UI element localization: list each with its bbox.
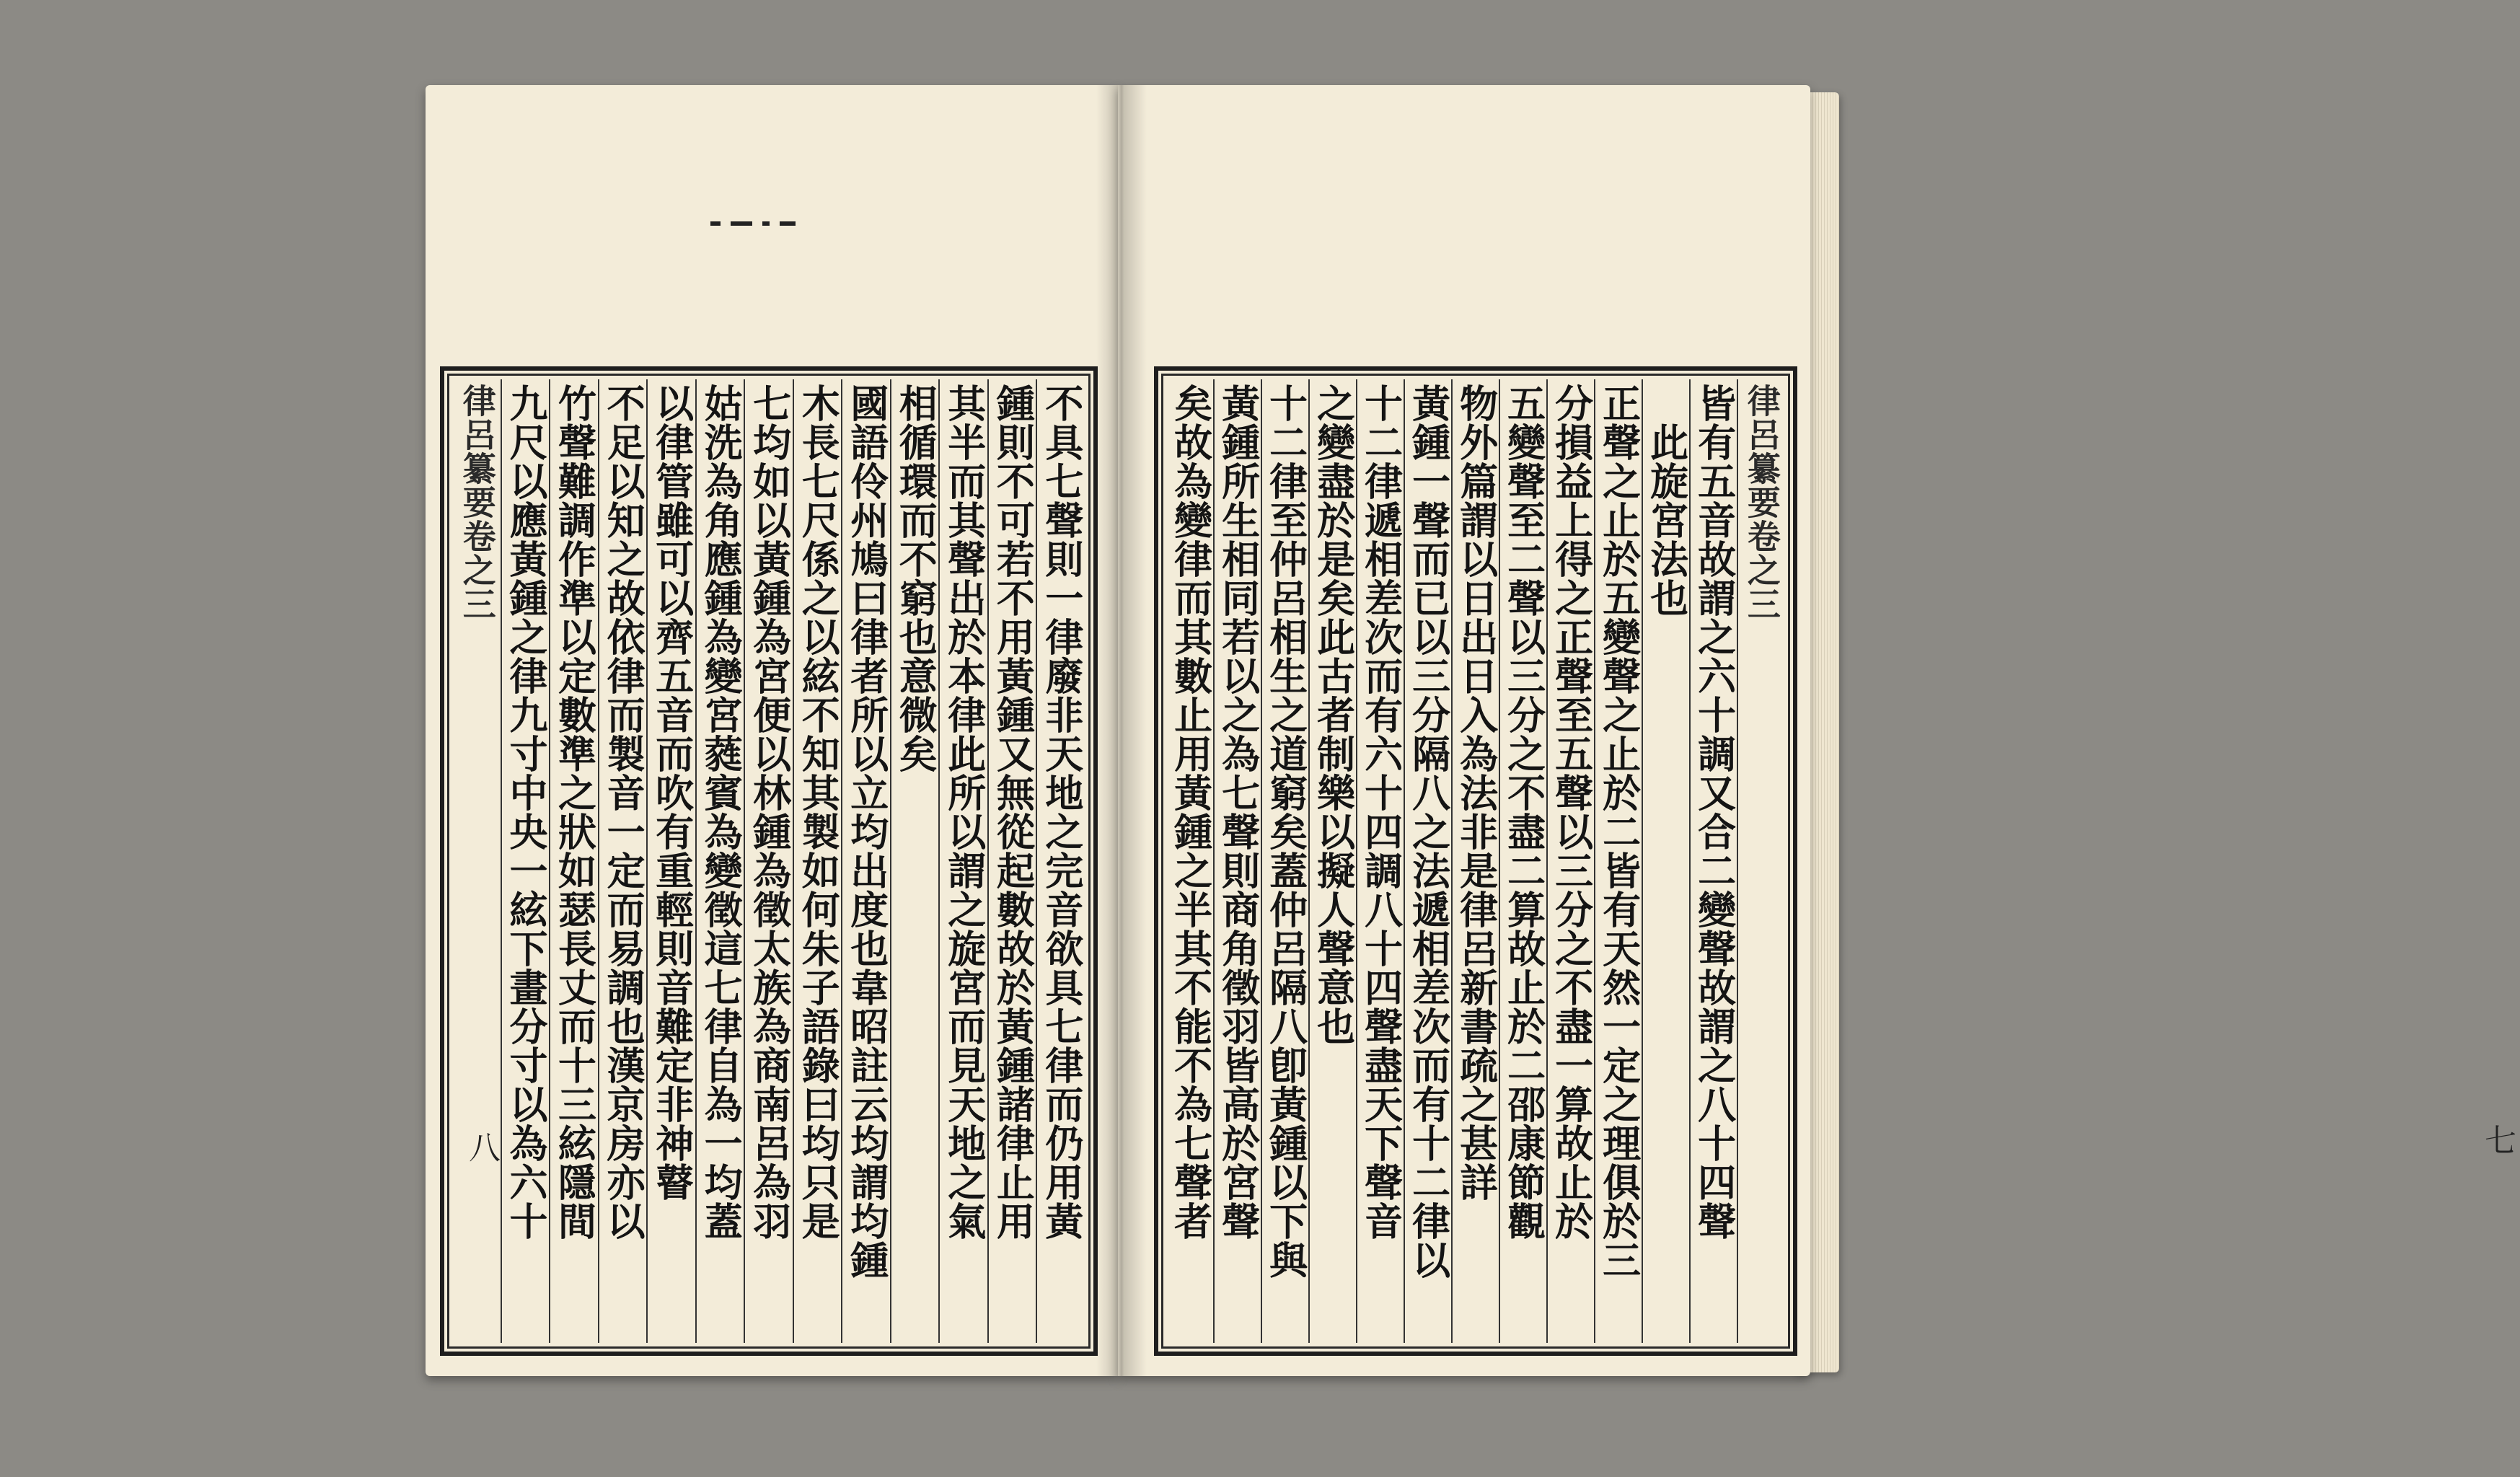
margin-label: 律呂纂要卷之三	[1737, 379, 1784, 1343]
text-column: 姑洗為角應鍾為變宮蕤賓為變徵這七律自為一均蓋	[695, 379, 744, 1343]
page-number: 七	[2479, 1124, 2516, 1155]
text-column: 其半而其聲出於本律此所以謂之旋宮而見天地之氣	[938, 379, 987, 1343]
right-page	[1118, 85, 2516, 1376]
text-column: 黃鍾所生相同若以之為七聲則商角徵羽皆高於宮聲	[1213, 379, 1261, 1343]
margin-label: 律呂纂要卷之三	[457, 384, 497, 621]
text-column: 十二律至仲呂相生之道窮矣蓋仲呂隔八卽黃鍾以下與	[1261, 379, 1308, 1343]
text-column: 木長七尺係之以絃不知其製如何朱子語錄曰均只是	[793, 379, 842, 1343]
text-column: 不足以知之故依律而製音一定而易調也漢京房亦以	[598, 379, 647, 1343]
text-column: 此旋宮法也	[1642, 379, 1689, 1343]
text-column: 國語伶州鳩曰律者所以立均出度也韋昭註云均謂均鍾	[841, 379, 890, 1343]
left-text-columns	[453, 379, 1085, 1343]
text-column: 以律管雖可以齊五音而吹有重輕則音難定非神瞽	[646, 379, 695, 1343]
fold-mark	[710, 215, 869, 229]
text-column: 之變盡於是矣此古者制樂以擬人聲意也	[1308, 379, 1356, 1343]
text-column: 相循環而不窮也意微矣	[890, 379, 939, 1343]
text-column: 五變聲至二聲以三分之不盡二算故止於二邵康節觀	[1499, 379, 1546, 1343]
text-column: 不具七聲則一律廢非天地之完音欲具七律而仍用黃	[1036, 379, 1085, 1343]
open-book	[404, 85, 2516, 1427]
text-column: 黃鍾一聲而已以三分隔八之法遞相差次而有十二律以	[1404, 379, 1451, 1343]
left-text-frame	[440, 366, 1098, 1356]
text-column: 分損益上得之正聲至五聲以三分之不盡一算故止於	[1546, 379, 1594, 1343]
text-column: 矣故為變律而其數止用黃鍾之半其不能不為七聲者	[1168, 384, 1213, 1240]
text-column: 竹聲難調作準以定數準之狀如瑟長丈而十三絃隱間	[549, 379, 598, 1343]
text-column: 物外篇謂以日出日入為法非是律呂新書疏之甚詳	[1451, 379, 1499, 1343]
right-text-columns	[1167, 379, 1784, 1343]
left-page	[426, 85, 1118, 1376]
text-column: 正聲之止於五變聲之止於二皆有天然一定之理俱於三	[1594, 379, 1642, 1343]
text-column: 九尺以應黃鍾之律九寸中央一絃下畫分寸以為六十	[501, 379, 550, 1343]
text-column: 十二律遞相差次而有六十四調八十四聲盡天下聲音	[1356, 379, 1404, 1343]
text-column: 七均如以黃鍾為宮便以林鍾為徵太族為商南呂為羽	[744, 379, 793, 1343]
text-column: 鍾則不可若不用黃鍾又無從起數故於黃鍾諸律止用	[987, 379, 1036, 1343]
right-text-frame	[1154, 366, 1797, 1356]
text-column: 皆有五音故謂之六十調又合二變聲故謂之八十四聲	[1689, 379, 1737, 1343]
page-number: 八	[463, 1131, 500, 1163]
